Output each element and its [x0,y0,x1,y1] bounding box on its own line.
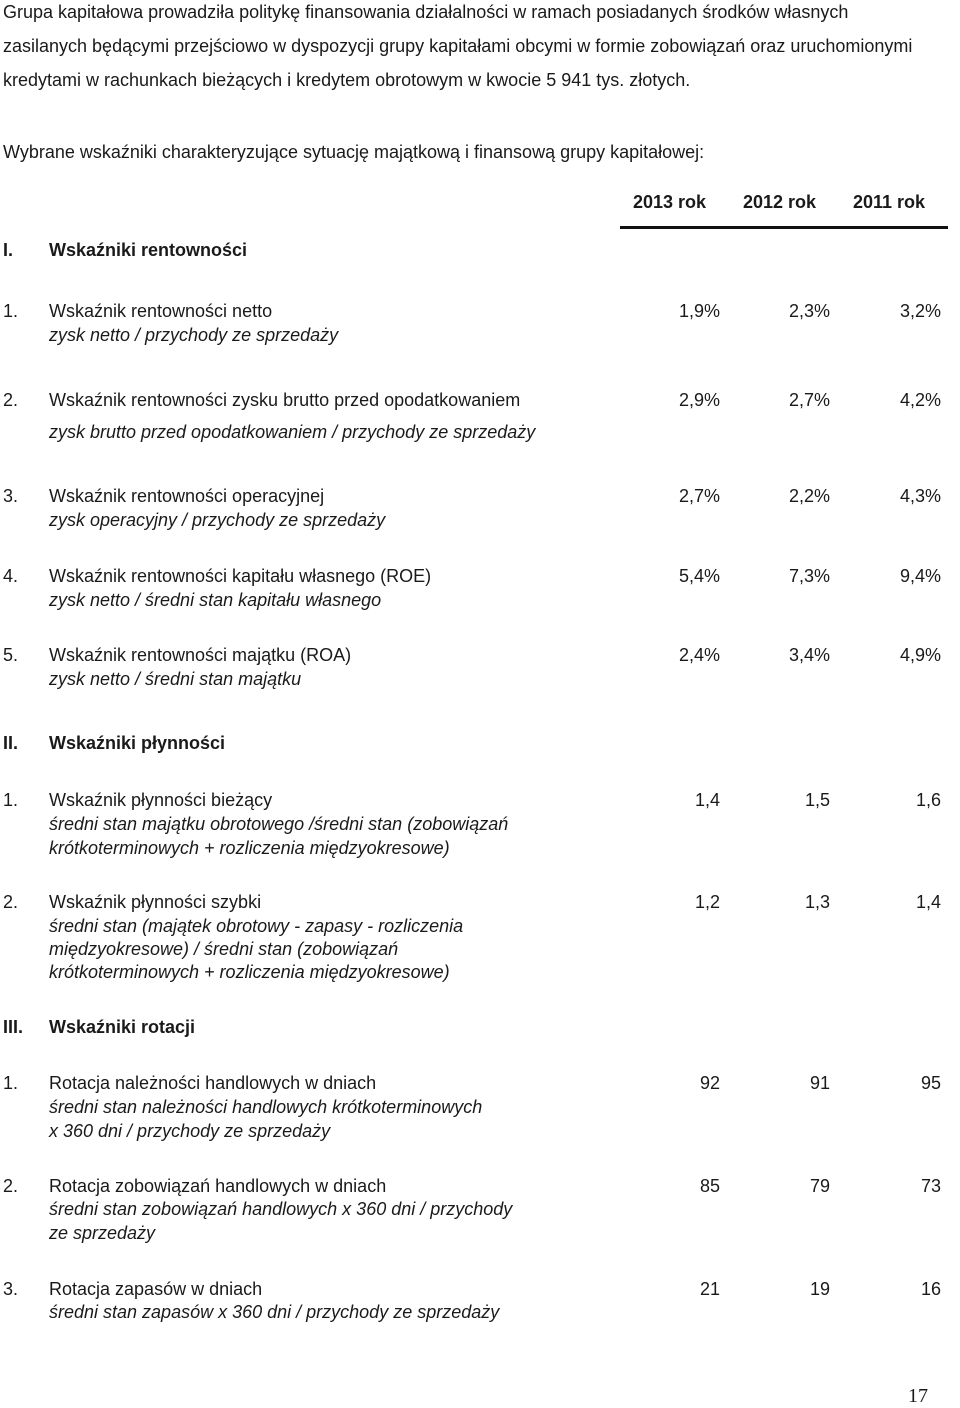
value-2013: 1,4 [694,790,720,810]
value-2012: 91 [809,1073,830,1093]
page-number: 17 [908,1385,928,1407]
indicator-formula: krótkoterminowych + rozliczenia międzyokresowe) [49,838,450,858]
indicator-name: Wskaźnik rentowności zysku brutto przed opodatkowaniem [49,390,521,410]
value-2012: 3,4% [788,645,830,665]
indicator-formula: średni stan należności handlowych krótkoterminowych [49,1097,483,1117]
indicator-formula: średni stan zobowiązań handlowych x 360 dni / przychody [49,1199,513,1219]
section-number: I. [3,240,14,260]
value-2012: 1,5 [804,790,830,810]
indicator-formula: średni stan majątku obrotowego /średni stan (zobowiązań [49,814,509,834]
indicators-subheading: Wybrane wskaźniki charakteryzujące sytuację majątkową i finansową grupy kapitałowej: [3,142,705,162]
indicator-formula: zysk brutto przed opodatkowaniem / przychody ze sprzedaży [49,422,536,442]
indicator-formula: x 360 dni / przychody ze sprzedaży [49,1121,331,1141]
value-2011: 9,4% [899,566,941,586]
indicator-name: Wskaźnik płynności szybki [49,892,262,912]
indicator-formula: zysk operacyjny / przychody ze sprzedaży [49,510,386,530]
value-2012: 79 [809,1176,830,1196]
header-rule [620,226,948,229]
value-2011: 73 [920,1176,941,1196]
value-2011: 3,2% [899,301,941,321]
indicator-name: Wskaźnik rentowności operacyjnej [49,486,325,506]
value-2013: 2,7% [678,486,720,506]
indicator-number: 3. [3,1279,19,1299]
indicator-formula: średni stan zapasów x 360 dni / przychody ze sprzedaży [49,1302,500,1322]
value-2011: 4,9% [899,645,941,665]
value-2013: 1,9% [678,301,720,321]
indicator-number: 4. [3,566,19,586]
indicator-name: Wskaźnik rentowności netto [49,301,273,321]
value-2013: 2,4% [678,645,720,665]
indicator-formula: ze sprzedaży [49,1223,156,1243]
intro-line-2: zasilanych będącymi przejściowo w dyspozycji grupy kapitałami obcymi w formie zobowiązań oraz uruchomionymi [3,36,913,56]
indicator-number: 2. [3,1176,19,1196]
indicator-name: Wskaźnik płynności bieżący [49,790,273,810]
indicator-number: 2. [3,390,19,410]
indicator-number: 1. [3,1073,19,1093]
indicator-number: 1. [3,301,19,321]
indicator-formula: zysk netto / przychody ze sprzedaży [49,325,339,345]
value-2012: 7,3% [788,566,830,586]
indicator-formula: zysk netto / średni stan kapitału własnego [49,590,382,610]
value-2011: 4,3% [899,486,941,506]
value-2013: 92 [699,1073,720,1093]
indicator-name: Wskaźnik rentowności majątku (ROA) [49,645,352,665]
section-title: Wskaźniki rotacji [49,1017,196,1037]
value-2013: 21 [699,1279,720,1299]
indicator-formula: zysk netto / średni stan majątku [49,669,302,689]
indicator-name: Wskaźnik rentowności kapitału własnego (ROE) [49,566,432,586]
value-2011: 1,4 [915,892,941,912]
value-2013: 5,4% [678,566,720,586]
value-2013: 85 [699,1176,720,1196]
indicator-formula: średni stan (majątek obrotowy - zapasy - rozliczenia [49,916,464,936]
value-2012: 2,3% [788,301,830,321]
value-2011: 16 [920,1279,941,1299]
indicator-number: 2. [3,892,19,912]
section-number: III. [3,1017,24,1037]
section-number: II. [3,733,19,753]
indicator-name: Rotacja należności handlowych w dniach [49,1073,377,1093]
value-2013: 1,2 [694,892,720,912]
value-2012: 2,2% [788,486,830,506]
column-header-2013: 2013 rok [633,192,707,212]
intro-line-1: Grupa kapitałowa prowadziła politykę finansowania działalności w ramach posiadanych środków własnych [3,2,849,22]
value-2012: 1,3 [804,892,830,912]
column-header-2012: 2012 rok [743,192,817,212]
section-title: Wskaźniki rentowności [49,240,248,260]
value-2012: 2,7% [788,390,830,410]
value-2011: 1,6 [915,790,941,810]
indicator-formula: krótkoterminowych + rozliczenia międzyokresowe) [49,962,450,982]
indicator-name: Rotacja zobowiązań handlowych w dniach [49,1176,387,1196]
column-header-2011: 2011 rok [853,192,926,212]
section-title: Wskaźniki płynności [49,733,226,753]
indicator-name: Rotacja zapasów w dniach [49,1279,263,1299]
value-2011: 95 [920,1073,941,1093]
indicator-formula: międzyokresowe) / średni stan (zobowiązań [49,939,399,959]
value-2012: 19 [809,1279,830,1299]
indicator-number: 1. [3,790,19,810]
indicator-number: 3. [3,486,19,506]
value-2011: 4,2% [899,390,941,410]
indicator-number: 5. [3,645,19,665]
intro-line-3: kredytami w rachunkach bieżących i kredytem obrotowym w kwocie 5 941 tys. złotych. [3,70,691,90]
value-2013: 2,9% [678,390,720,410]
